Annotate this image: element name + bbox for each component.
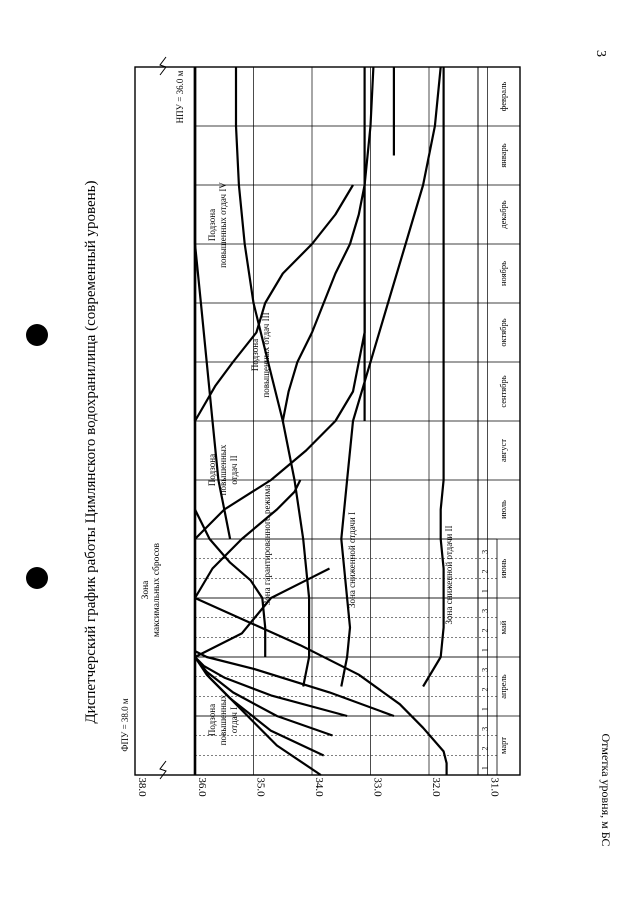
- y-tick-label: 33.0: [371, 777, 384, 797]
- zone-label-reduced-2: Зона сниженной отдачи II: [444, 525, 454, 625]
- zone-boundary-curve: [236, 67, 309, 687]
- y-tick-label: 31.0: [488, 777, 501, 797]
- fpu-label: ФПУ = 38.0 м: [120, 698, 130, 752]
- zone-label-subzone-4: повышенных отдач IV: [218, 182, 228, 268]
- zone-label-subzone-2: повышенных: [218, 444, 228, 496]
- page-title: Диспетчерский график работы Цимлянского водохранилища (современный уровень): [83, 180, 99, 724]
- zone-boundary-curve: [423, 67, 444, 687]
- month-label: октябрь: [498, 318, 508, 347]
- zone-label-subzone-2: отдач II: [229, 455, 239, 485]
- axis-break-mark: [160, 57, 166, 75]
- y-tick-label: 34.0: [313, 777, 325, 797]
- y-tick-label: 35.0: [254, 777, 267, 797]
- zone-label-subzone-2: Подзона: [207, 453, 217, 487]
- month-label: ноябрь: [498, 261, 508, 286]
- zone-label-subzone-1: Подзона: [207, 703, 217, 737]
- month-label: май: [498, 620, 508, 635]
- y-axis-title: Отметка уровня, м БС: [599, 733, 613, 847]
- month-label: январь: [498, 143, 508, 168]
- zone-label-subzone-3: Подзона: [250, 338, 260, 372]
- page-number: 3: [593, 50, 608, 57]
- decade-label: 2: [480, 746, 490, 751]
- zone-label-subzone-4: Подзона: [207, 208, 217, 242]
- month-label: апрель: [498, 674, 508, 699]
- month-label: август: [498, 438, 508, 463]
- zone-label-subzone-1: отдач I: [229, 706, 239, 734]
- decade-label: 1: [480, 766, 490, 771]
- decade-label: 1: [480, 707, 490, 712]
- zone-label-subzone-1: повышенных: [218, 694, 228, 746]
- zone-boundary-curve: [195, 510, 265, 658]
- decade-label: 2: [480, 687, 490, 692]
- zone-label-reduced-1: Зона сниженной отдачи I: [347, 512, 357, 608]
- decade-label: 2: [480, 569, 490, 574]
- month-label: февраль: [498, 81, 508, 112]
- y-tick-label: 38.0: [136, 777, 148, 797]
- month-label: декабрь: [498, 200, 508, 229]
- decade-label: 3: [480, 549, 490, 554]
- zone-boundary-curve: [195, 598, 447, 775]
- decade-label: 1: [480, 589, 490, 594]
- month-label: март: [498, 737, 508, 754]
- y-tick-label: 32.0: [430, 777, 442, 797]
- decade-label: 3: [480, 608, 490, 613]
- plot-area: [120, 57, 520, 797]
- y-tick-label: 36.0: [196, 777, 208, 797]
- decade-label: 2: [480, 628, 490, 633]
- zone-label-guaranteed: Зона гарантированного режима: [262, 484, 272, 606]
- decade-label: 3: [480, 667, 490, 672]
- zone-label-subzone-3: повышенных отдач III: [261, 312, 271, 398]
- month-label: июнь: [498, 558, 508, 579]
- decade-label: 1: [480, 648, 490, 653]
- month-label: сентябрь: [498, 375, 508, 408]
- month-label: июль: [498, 500, 508, 519]
- zone-label-max-discharge: максимальных сбросов: [152, 542, 162, 638]
- decade-label: 3: [480, 726, 490, 731]
- npu-label: НПУ = 36.0 м: [175, 70, 185, 124]
- axis-break-mark: [160, 761, 166, 779]
- zone-label-max-discharge: Зона: [141, 580, 151, 600]
